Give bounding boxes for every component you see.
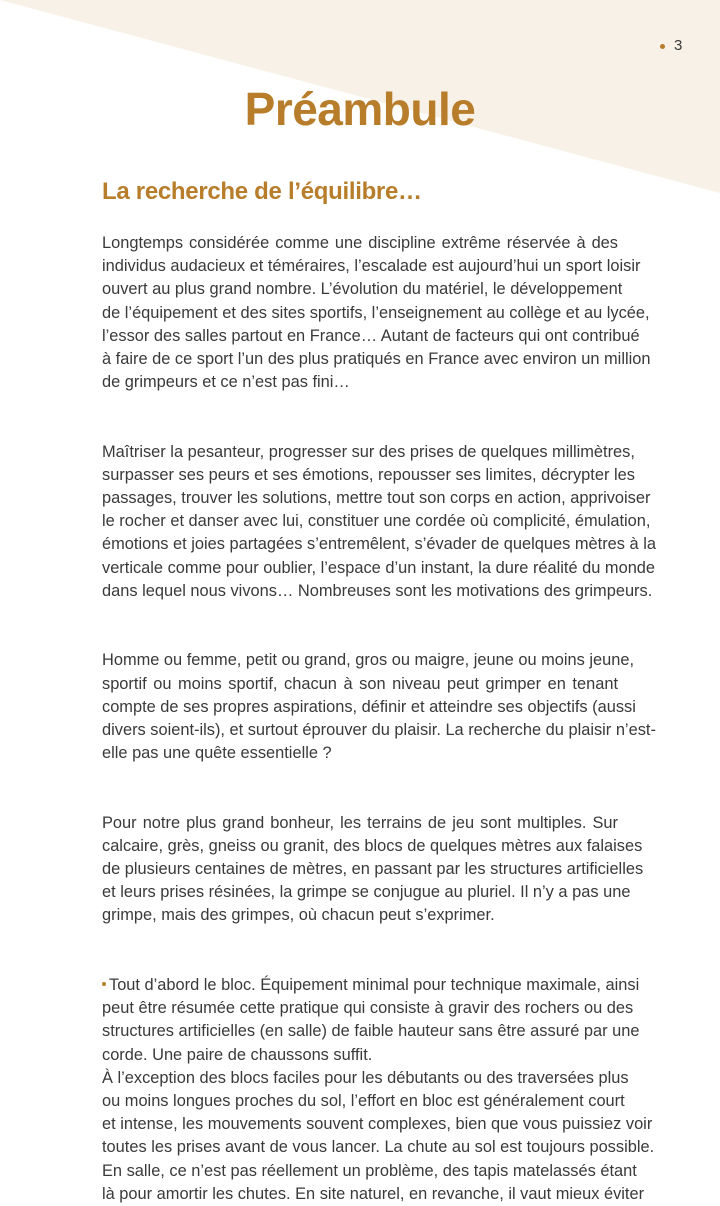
text-line: surpasser ses peurs et ses émotions, repousser ses limites, décrypter les [102,465,635,484]
bullet-line [102,974,640,997]
page-number [660,37,682,54]
text-line: À l’exception des blocs faciles pour les débutants ou des traversées plus [102,1068,629,1087]
page-number-dot [660,44,665,49]
text-line: Homme ou femme, petit ou grand, gros ou maigre, jeune ou moins jeune, [102,651,635,670]
text-line: Pour notre plus grand bonheur, les terrains de jeu sont multiples. Sur [102,813,618,832]
text-line: de l’équipement et des sites sportifs, l’enseignement au collège et au lycée, [102,303,650,322]
text-line: de grimpeurs et ce n’est pas fini… [102,373,350,392]
text-line: peut être résumée cette pratique qui consiste à gravir des rochers ou des [102,999,634,1018]
text-line: elle pas une quête essentielle ? [102,744,332,763]
text-line: grimpe, mais des grimpes, où chacun peut s’exprimer. [102,906,495,925]
text-line: le rocher et danser avec lui, constituer une cordée où complicité, émulation, [102,512,651,531]
text-line: dans lequel nous vivons… Nombreuses sont les motivations des grimpeurs. [102,581,653,600]
text-line: toutes les prises avant de vous lancer. La chute au sol est toujours possible. [102,1138,655,1157]
body-text [102,232,656,1206]
bullet-dot [102,982,106,986]
text-line: ouvert au plus grand nombre. L’évolution du matériel, le développement [102,280,623,299]
section-heading: La recherche de l’équilibre… [102,178,422,205]
text-line: passages, trouver les solutions, mettre tout son corps en action, apprivoiser [102,489,651,508]
paragraph [102,441,656,603]
text-line: calcaire, grès, gneiss ou granit, des blocs de quelques mètres aux falaises [102,836,643,855]
text-line: Longtemps considérée comme une discipline extrême réservée à des [102,234,618,252]
text-line: Tout d’abord le bloc. Équipement minimal pour technique maximale, ainsi [109,976,640,994]
text-line: là pour amortir les chutes. En site naturel, en revanche, il vaut mieux éviter [102,1184,645,1203]
paragraph [102,649,656,765]
text-line: et intense, les mouvements souvent complexes, bien que vous puissiez voir [102,1115,653,1134]
text-line: Maîtriser la pesanteur, progresser sur des prises de quelques millimètres, [102,442,635,461]
text-line: sportif ou moins sportif, chacun à son niveau peut grimper en tenant [102,674,618,693]
text-line: structures artificielles (en salle) de faible hauteur sans être assuré par une [102,1022,640,1041]
text-line: à faire de ce sport l’un des plus pratiqués en France avec environ un million [102,349,651,368]
text-line: l’essor des salles partout en France… Autant de facteurs qui ont contribué [102,326,640,345]
text-line: corde. Une paire de chaussons suffit. [102,1045,373,1064]
text-line: émotions et joies partagées s’entremêlent, s’évader de quelques mètres à la [102,535,656,554]
text-line: verticale comme pour oublier, l’espace d’un instant, la dure réalité du monde [102,558,656,577]
text-line: compte de ses propres aspirations, définir et atteindre ses objectifs (aussi [102,697,636,716]
page-title: Préambule [244,83,476,135]
text-line: ou moins longues proches du sol, l’effort en bloc est généralement court [102,1091,625,1110]
paragraph [102,974,655,1206]
text-line: divers soient-ils), et surtout éprouver du plaisir. La recherche du plaisir n’est- [102,720,656,739]
paragraph [102,232,651,394]
text-line: En salle, ce n’est pas réellement un problème, des tapis matelassés étant [102,1161,637,1180]
text-line: et leurs prises résinées, la grimpe se conjugue au pluriel. Il n’y a pas une [102,883,631,902]
paragraph [102,812,644,928]
text-line: individus audacieux et téméraires, l’escalade est aujourd’hui un sport loisir [102,257,641,276]
page-number-text: 3 [674,37,683,54]
text-line: de plusieurs centaines de mètres, en passant par les structures artificielles [102,860,644,879]
